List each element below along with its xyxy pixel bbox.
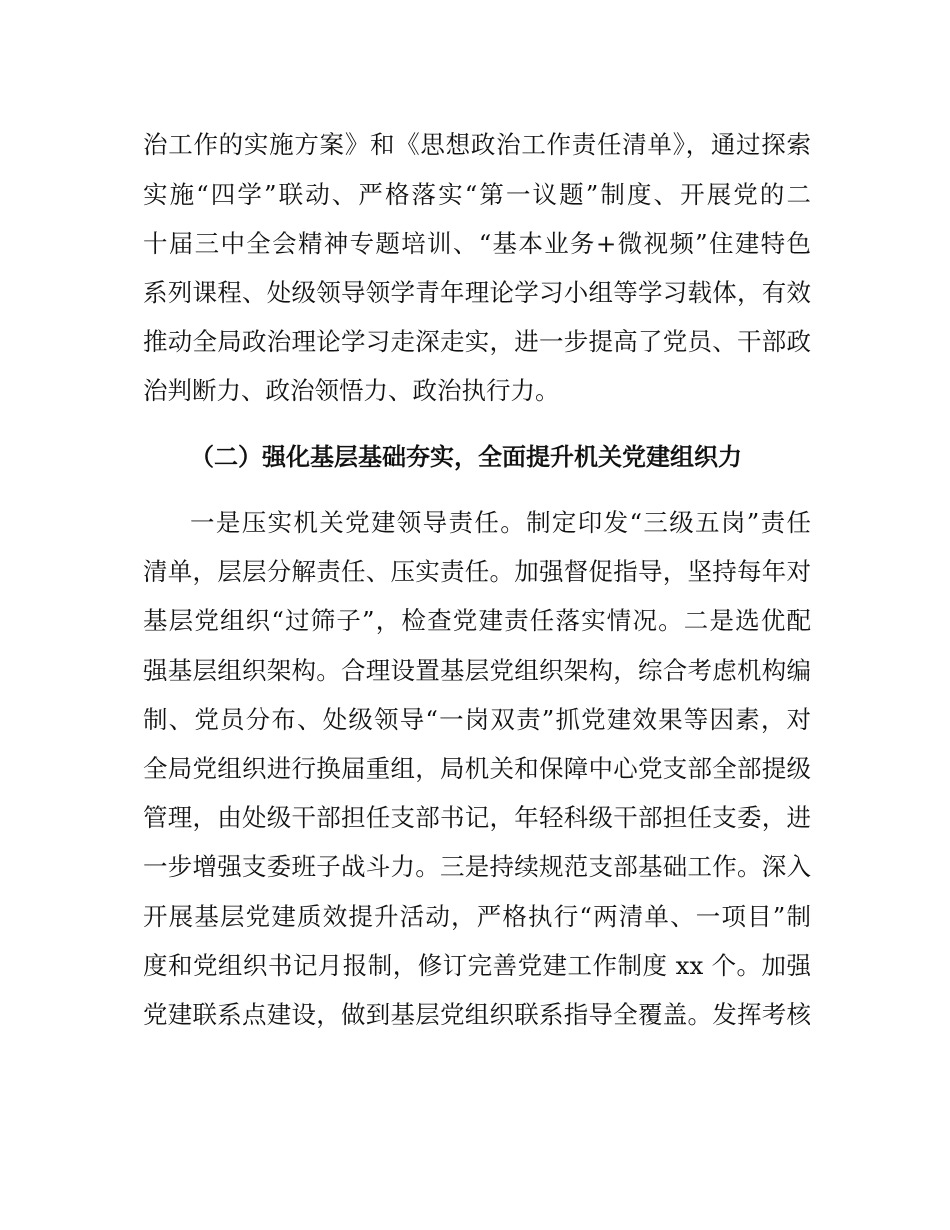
paragraph-2-line-5: 制、党员分布、处级领导“一岗双责”抓党建效果等因素，对	[143, 705, 811, 734]
section-heading: （二）强化基层基础夯实，全面提升机关党建组织力	[190, 443, 742, 471]
paragraph-1-line-6: 治判断力、政治领悟力、政治执行力。	[143, 376, 560, 405]
paragraph-2-line-6: 全局党组织进行换届重组，局机关和保障中心党支部全部提级	[143, 754, 811, 783]
paragraph-2-line-4: 强基层组织架构。合理设置基层党组织架构，综合考虑机构编	[143, 656, 811, 685]
paragraph-2-line-10: 度和党组织书记月报制，修订完善党建工作制度 xx 个。加强	[143, 951, 811, 980]
paragraph-1-line-1: 治工作的实施方案》和《思想政治工作责任清单》，通过探索	[143, 130, 811, 159]
paragraph-1-line-2: 实施“四学”联动、严格落实“第一议题”制度、开展党的二	[143, 180, 811, 209]
paragraph-1-line-5: 推动全局政治理论学习走深走实，进一步提高了党员、干部政	[143, 327, 811, 356]
paragraph-1-line-3: 十届三中全会精神专题培训、“基本业务+微视频”住建特色	[143, 229, 811, 258]
paragraph-2-line-1: 一是压实机关党建领导责任。制定印发“三级五岗”责任	[190, 508, 811, 537]
paragraph-2-line-2: 清单，层层分解责任、压实责任。加强督促指导，坚持每年对	[143, 557, 811, 586]
paragraph-2-line-9: 开展基层党建质效提升活动，严格执行“两清单、一项目”制	[143, 902, 811, 931]
paragraph-1-line-4: 系列课程、处级领导领学青年理论学习小组等学习载体，有效	[143, 278, 811, 307]
paragraph-2-line-8: 一步增强支委班子战斗力。三是持续规范支部基础工作。深入	[143, 852, 811, 881]
paragraph-2-line-11: 党建联系点建设，做到基层党组织联系指导全覆盖。发挥考核	[143, 1000, 811, 1029]
paragraph-2-line-7: 管理，由处级干部担任支部书记，年轻科级干部担任支委，进	[143, 803, 811, 832]
paragraph-2-line-3: 基层党组织“过筛子”，检查党建责任落实情况。二是选优配	[143, 606, 811, 635]
